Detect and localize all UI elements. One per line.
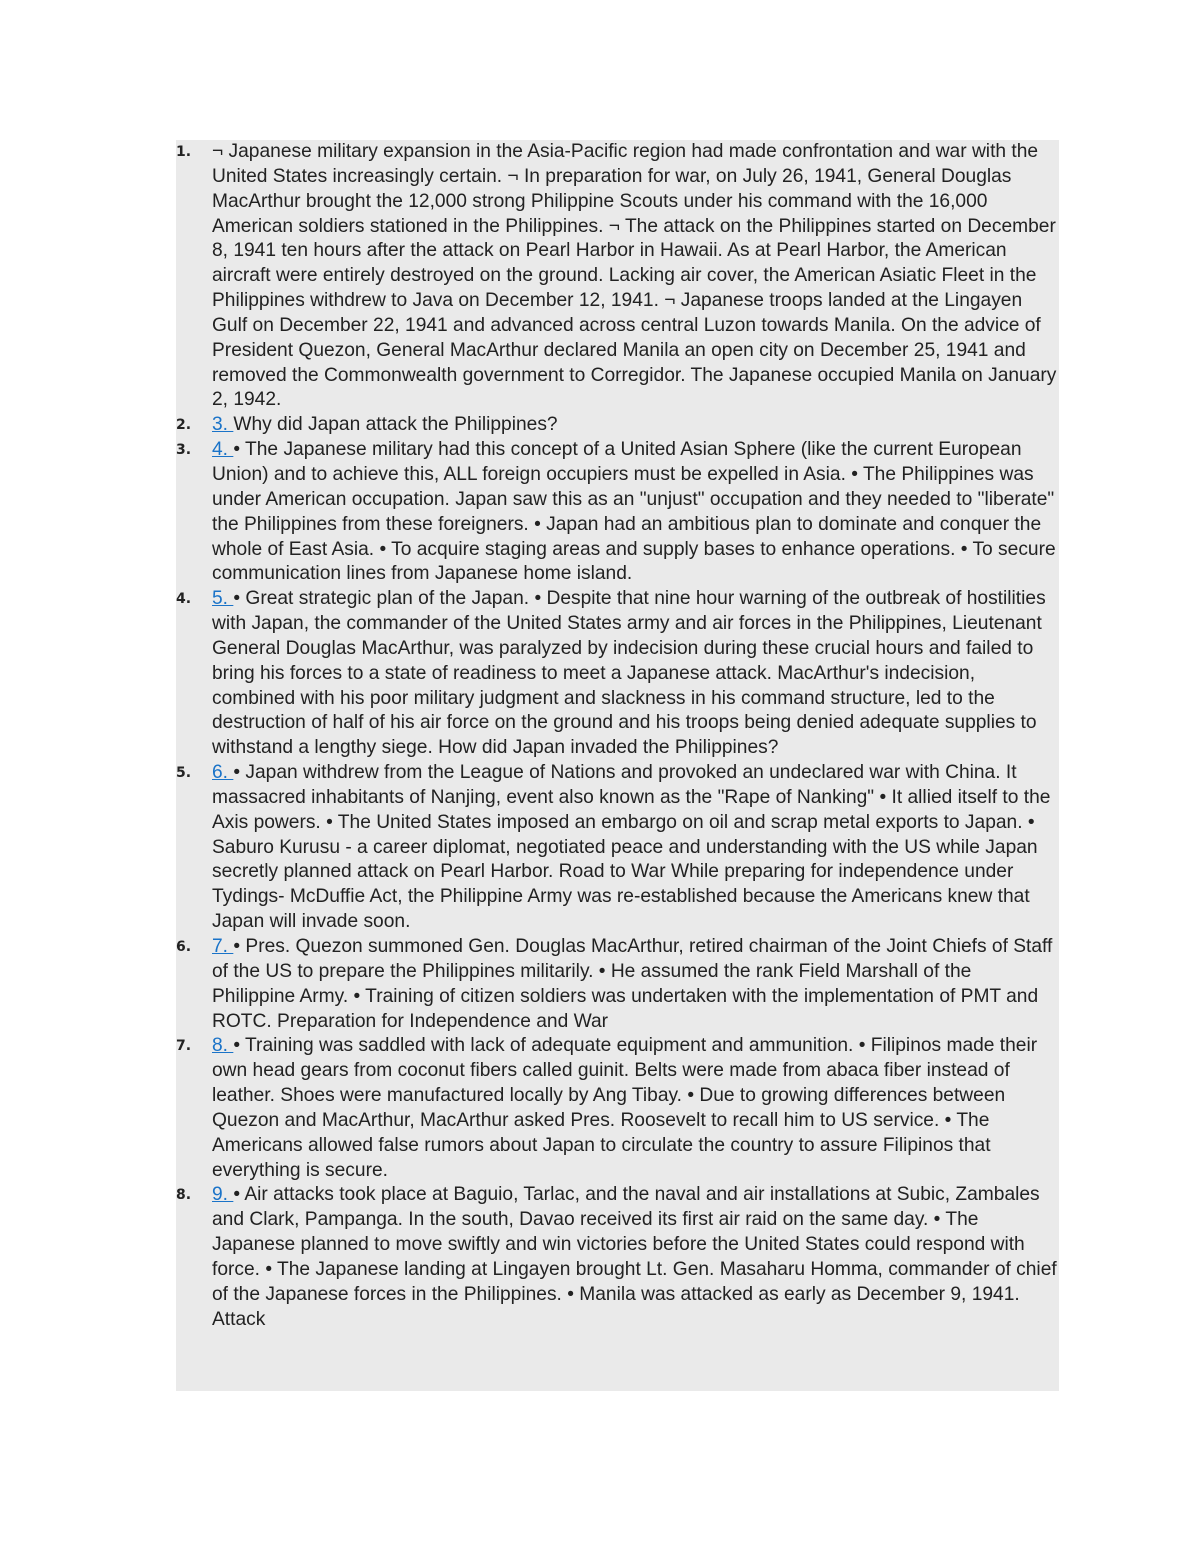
- list-item-5: [176, 761, 1059, 935]
- item-text: • Great strategic plan of the Japan. • Despite that nine hour warning of the outbreak of hostilities with Japan, the commander of the United States army and air forces in the Philippines, Lieutenant General Douglas MacArthur, was paralyzed by indecision during these crucial hours and failed to bring his forces to a state of readiness to meet a Japanese attack. MacArthur's indecision, combined with his poor military judgment and slackness in his command structure, led to the destruction of half of his air force on the ground and his troops being denied adequate supplies to withstand a lengthy siege. How did Japan invaded the Philippines?: [212, 588, 1046, 759]
- item-text: • Japan withdrew from the League of Nations and provoked an undeclared war with China. It massacred inhabitants of Nanjing, event also known as the "Rape of Nanking" • It allied itself to the Axis powers. • The United States imposed an embargo on oil and scrap metal exports to Japan. • Saburo Kurusu - a career diplomat, negotiated peace and understanding with the US while Japan secretly planned attack on Pearl Harbor. Road to War While preparing for independence under Tydings- McDuffie Act, the Philippine Army was re-established because the Americans knew that Japan will invade soon.: [212, 762, 1051, 933]
- reference-link[interactable]: 7.: [212, 936, 234, 957]
- reference-link[interactable]: 6.: [212, 762, 234, 784]
- list-number: 5.: [176, 765, 192, 782]
- list-item-4: [176, 587, 1059, 761]
- item-text: • Training was saddled with lack of adequate equipment and ammunition. • Filipinos made their own head gears from coconut fibers called guinit. Belts were made from abaca fiber instead of leather. Shoes were manufactured locally by Ang Tibay. • Due to growing differences between Quezon and MacArthur, MacArthur asked Pres. Roosevelt to recall him to US service. • The Americans allowed false rumors about Japan to circulate the country to assure Filipinos that everything is secure.: [212, 1035, 1038, 1181]
- item-text: • Pres. Quezon summoned Gen. Douglas MacArthur, retired chairman of the Joint Chiefs of Staff of the US to prepare the Philippines militarily. • He assumed the rank Field Marshall of the Philippine Army. • Training of citizen soldiers was undertaken with the implementation of PMT and ROTC. Preparation for Independence and War: [212, 936, 1053, 1032]
- reference-link[interactable]: 3.: [212, 414, 234, 436]
- list-item-8: [176, 1183, 1059, 1332]
- numbered-list: [176, 140, 1059, 1333]
- list-item-6: [176, 935, 1059, 1034]
- list-number: 8.: [176, 1187, 192, 1204]
- list-number: 1.: [176, 144, 192, 160]
- item-text: • Air attacks took place at Baguio, Tarlac, and the naval and air installations at Subic, Zambales and Clark, Pampanga. In the south, Davao received its first air raid on the same day. • The Japanese planned to move swiftly and win victories before the United States could respond with force. • The Japanese landing at Lingayen brought Lt. Gen. Masaharu Homma, commander of chief of the Japanese forces in the Philippines. • Manila was attacked as early as December 9, 1941. Attack: [212, 1184, 1057, 1330]
- list-item-2: [176, 413, 1059, 438]
- list-item-3: [176, 438, 1059, 587]
- item-text: Why did Japan attack the Philippines?: [233, 414, 558, 436]
- list-number: 6.: [176, 939, 192, 955]
- list-item-7: [176, 1034, 1059, 1183]
- list-item-1: [176, 140, 1059, 413]
- item-text: ¬ Japanese military expansion in the Asia-Pacific region had made confrontation and war with the United States increasingly certain. ¬ In preparation for war, on July 26, 1941, General Douglas MacArthur brought the 12,000 strong Philippine Scouts under his command with the 16,000 American soldiers stationed in the Philippines. ¬ The attack on the Philippines started on December 8, 1941 ten hours after the attack on Pearl Harbor in Hawaii. As at Pearl Harbor, the American aircraft were entirely destroyed on the ground. Lacking air cover, the American Asiatic Fleet in the Philippines withdrew to Java on December 12, 1941. ¬ Japanese troops landed at the Lingayen Gulf on December 22, 1941 and advanced across central Luzon towards Manila. On the advice of President Quezon, General MacArthur declared Manila an open city on December 25, 1941 and removed the Commonwealth government to Corregidor. The Japanese occupied Manila on January 2, 1942.: [212, 141, 1057, 411]
- list-number: 3.: [176, 442, 192, 459]
- list-number: 4.: [176, 591, 192, 608]
- item-text: • The Japanese military had this concept of a United Asian Sphere (like the current European Union) and to achieve this, ALL foreign occupiers must be expelled in Asia. • The Philippines was under American occupation. Japan saw this as an "unjust" occupation and they needed to "liberate" the Philippines from these foreigners. • Japan had an ambitious plan to dominate and conquer the whole of East Asia. • To acquire staging areas and supply bases to enhance operations. • To secure communication lines from Japanese home island.: [212, 439, 1056, 585]
- list-number: 2.: [176, 417, 192, 434]
- reference-link[interactable]: 9.: [212, 1184, 234, 1206]
- reference-link[interactable]: 5.: [212, 588, 234, 610]
- reference-link[interactable]: 4.: [212, 439, 234, 461]
- document-body: [176, 140, 1059, 1391]
- list-number: 7.: [176, 1038, 192, 1055]
- reference-link[interactable]: 8.: [212, 1035, 234, 1057]
